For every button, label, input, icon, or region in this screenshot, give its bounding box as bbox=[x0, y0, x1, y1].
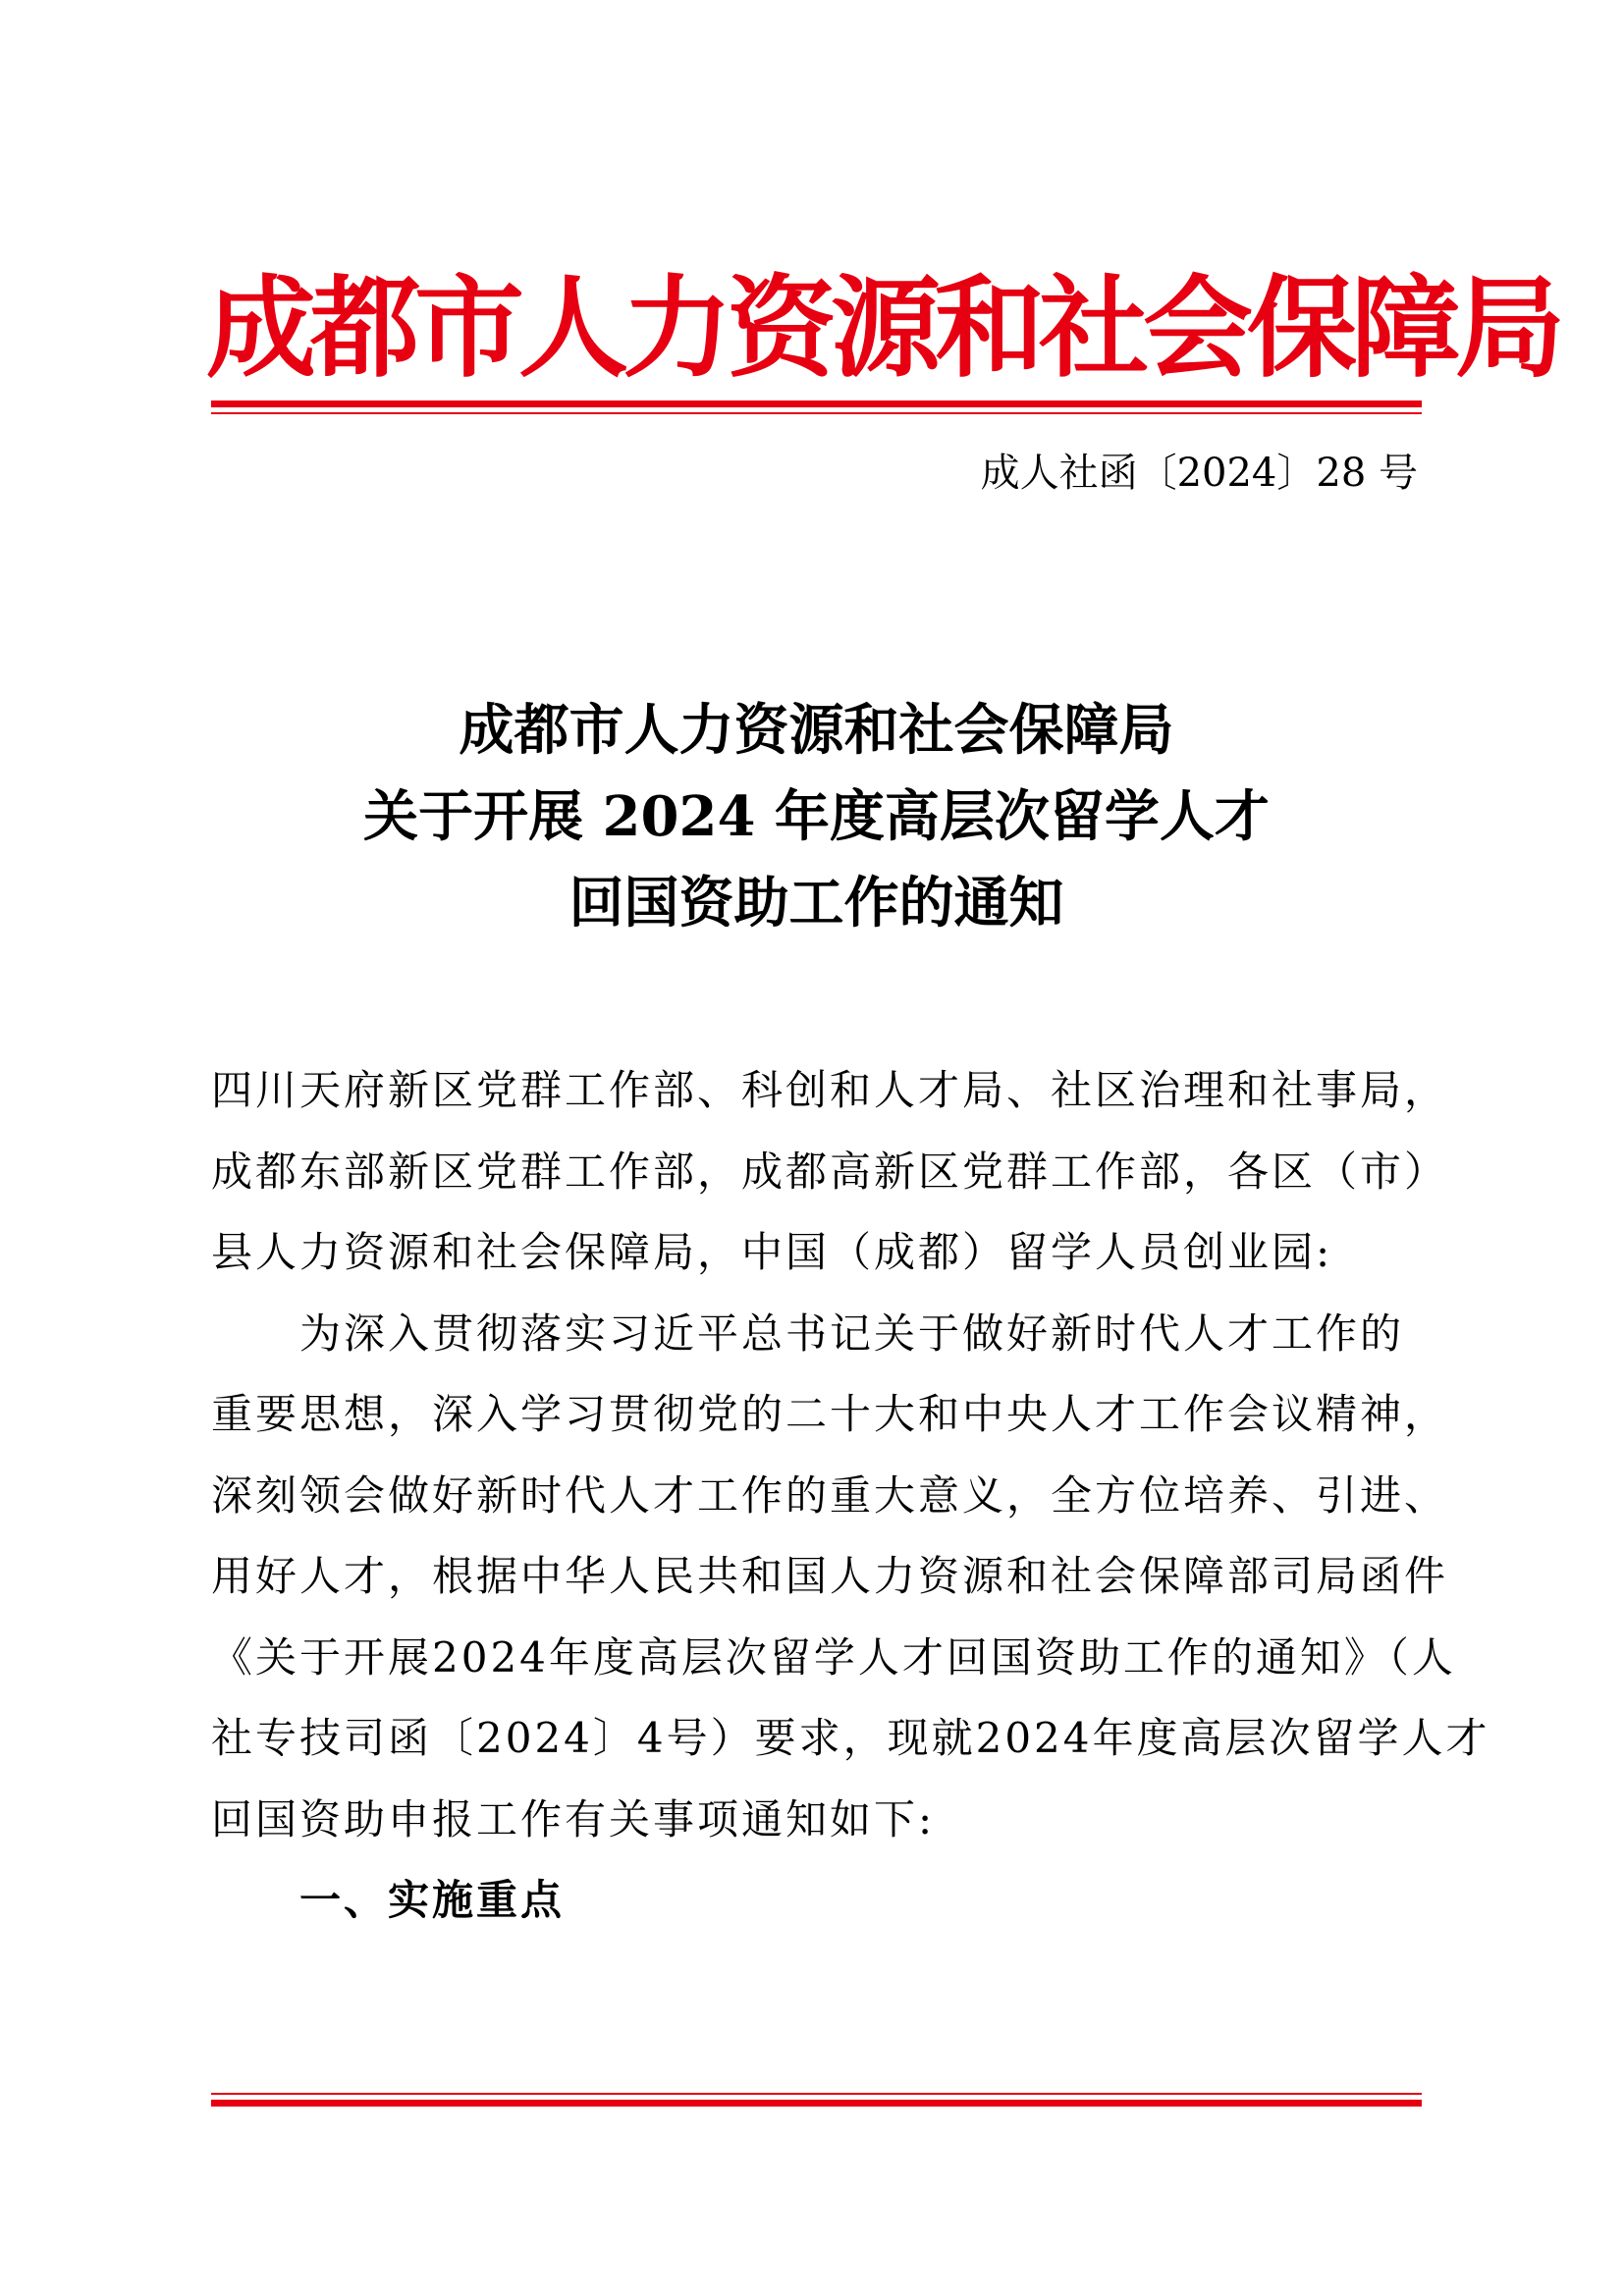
title-line: 关于开展 2024 年度高层次留学人才 bbox=[363, 784, 1270, 849]
paragraph-line: 用好人才，根据中华人民共和国人力资源和社会保障部司局函件 bbox=[211, 1552, 1449, 1600]
agency-masthead: 成都市人力资源和社会保障局 bbox=[206, 264, 1559, 393]
addressee-line: 成都东部新区党群工作部，成都高新区党群工作部，各区（市） bbox=[211, 1147, 1449, 1196]
paragraph-line: 深刻领会做好新时代人才工作的重大意义，全方位培养、引进、 bbox=[211, 1470, 1449, 1520]
footer-rule-thick bbox=[211, 2100, 1422, 2107]
section-heading: 一、实施重点 bbox=[299, 1876, 566, 1924]
paragraph-line: 回国资助申报工作有关事项通知如下: bbox=[211, 1794, 936, 1843]
addressee-line: 县人力资源和社会保障局，中国（成都）留学人员创业园: bbox=[211, 1228, 1333, 1276]
addressee-line: 四川天府新区党群工作部、科创和人才局、社区治理和社事局， bbox=[211, 1066, 1449, 1114]
title-line: 成都市人力资源和社会保障局 bbox=[459, 698, 1174, 763]
paragraph-line: 社专技司函〔2024〕4号）要求，现就2024年度高层次留学人才 bbox=[211, 1714, 1490, 1762]
document-number: 成人社函〔2024〕28 号 bbox=[980, 451, 1418, 496]
paragraph-line: 《关于开展2024年度高层次留学人才回国资助工作的通知》（人 bbox=[211, 1632, 1456, 1682]
title-line: 回国资助工作的通知 bbox=[568, 871, 1064, 935]
paragraph-line: 重要思想，深入学习贯彻党的二十大和中央人才工作会议精神， bbox=[211, 1390, 1449, 1438]
masthead-rule-thin bbox=[211, 412, 1422, 414]
document-title bbox=[211, 687, 1422, 946]
paragraph-line: 为深入贯彻落实习近平总书记关于做好新时代人才工作的 bbox=[299, 1308, 1405, 1358]
document-body bbox=[211, 1050, 1490, 1942]
footer-rule-thin bbox=[211, 2093, 1422, 2095]
masthead-rule-thick bbox=[211, 400, 1422, 407]
